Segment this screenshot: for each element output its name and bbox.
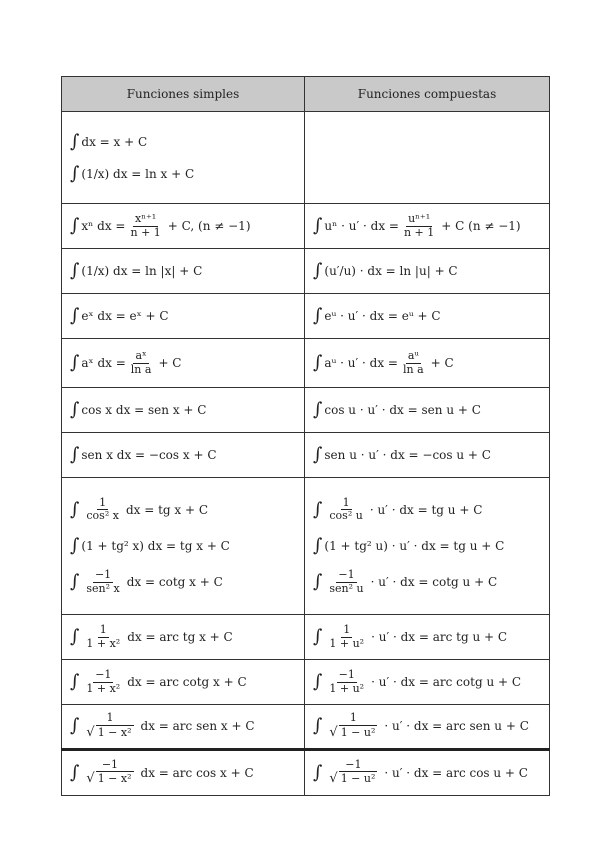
simple-cell bbox=[62, 433, 305, 478]
fraction-denominator: ln a bbox=[403, 362, 424, 376]
simple-cell bbox=[62, 705, 305, 750]
integral-sign: ∫ bbox=[70, 399, 80, 420]
formula bbox=[313, 497, 541, 523]
integral-sign: ∫ bbox=[70, 761, 80, 783]
formula-text: cos u · u′ · dx = sen u + C bbox=[324, 403, 481, 417]
fraction bbox=[84, 569, 121, 595]
formula bbox=[313, 401, 541, 419]
sqrt-radicand: 1 − u² bbox=[340, 772, 376, 786]
fraction bbox=[327, 569, 365, 595]
sqrt-radicand: 1 − x² bbox=[97, 772, 132, 786]
formula bbox=[313, 569, 541, 595]
table-row bbox=[62, 433, 550, 478]
integral-sign: ∫ bbox=[70, 305, 80, 326]
fraction bbox=[327, 669, 366, 695]
formula bbox=[70, 401, 296, 419]
fraction bbox=[327, 759, 379, 788]
integral-sign: ∫ bbox=[313, 715, 323, 737]
integral-sign: ∫ bbox=[70, 352, 80, 373]
simple-cell bbox=[62, 294, 305, 339]
fraction-numerator: 1 bbox=[106, 711, 114, 725]
fraction bbox=[327, 497, 364, 523]
integral-sign: ∫ bbox=[70, 260, 80, 281]
header-composite: Funciones compuestas bbox=[305, 77, 550, 112]
simple-cell bbox=[62, 249, 305, 294]
table-row bbox=[62, 478, 550, 615]
composite-cell bbox=[305, 615, 550, 660]
integral-sign: ∫ bbox=[313, 571, 323, 593]
formula bbox=[313, 712, 541, 741]
integral-sign: ∫ bbox=[313, 215, 323, 236]
formula bbox=[313, 446, 541, 464]
fraction-numerator: aˣ bbox=[135, 348, 147, 362]
fraction-denominator bbox=[327, 726, 379, 741]
formula-text: aᵘ · u′ · dx = bbox=[324, 356, 398, 370]
header-row bbox=[62, 77, 550, 112]
fraction-numerator: −1 bbox=[338, 568, 355, 581]
integral-sign: ∫ bbox=[70, 671, 80, 692]
table-row bbox=[62, 388, 550, 433]
fraction bbox=[84, 669, 122, 695]
fraction-numerator: −1 bbox=[338, 667, 355, 681]
fraction-numerator: −1 bbox=[101, 757, 119, 771]
formula bbox=[70, 350, 296, 376]
fraction-numerator: xⁿ⁺¹ bbox=[135, 211, 157, 225]
formula-text: (u′/u) · dx = ln |u| + C bbox=[324, 264, 458, 278]
fraction-denominator: cos² u bbox=[329, 509, 363, 523]
table-row bbox=[62, 112, 550, 204]
composite-cell bbox=[305, 339, 550, 388]
integral-sign: ∫ bbox=[70, 626, 80, 647]
sqrt-radicand: 1 − x² bbox=[97, 725, 132, 739]
formula bbox=[70, 624, 296, 650]
integral-sign: ∫ bbox=[313, 535, 323, 556]
simple-cell bbox=[62, 660, 305, 705]
composite-cell bbox=[305, 433, 550, 478]
formula-text: dx = arc cos x + C bbox=[140, 765, 254, 780]
integral-sign: ∫ bbox=[70, 162, 80, 184]
formula-text: + C bbox=[430, 356, 454, 370]
fraction-denominator: sen² x bbox=[86, 581, 120, 595]
formula-text: dx = arc sen x + C bbox=[140, 719, 255, 734]
sqrt-radicand: 1 − u² bbox=[340, 725, 376, 739]
formula-text: · u′ · dx = arc cotg u + C bbox=[371, 675, 522, 689]
formula bbox=[70, 497, 296, 523]
fraction-denominator: n + 1 bbox=[130, 225, 161, 239]
integral-sign: ∫ bbox=[70, 498, 80, 520]
formula-text: (1 + tg² x) dx = tg x + C bbox=[81, 539, 230, 553]
formula bbox=[313, 759, 541, 788]
simple-cell bbox=[62, 388, 305, 433]
fraction bbox=[84, 624, 122, 650]
formula bbox=[313, 624, 541, 650]
formula-text: eˣ dx = eˣ + C bbox=[81, 309, 169, 323]
formula-text: aˣ dx = bbox=[81, 356, 126, 370]
simple-cell bbox=[62, 204, 305, 249]
table-row bbox=[62, 615, 550, 660]
formula-text: + C (n ≠ −1) bbox=[441, 219, 521, 233]
fraction-denominator bbox=[84, 772, 135, 787]
formula-text: sen x dx = −cos x + C bbox=[81, 448, 217, 462]
table-row bbox=[62, 705, 550, 750]
formula-text: xⁿ dx = bbox=[81, 219, 126, 233]
fraction bbox=[327, 712, 379, 741]
fraction-numerator: 1 bbox=[342, 495, 350, 509]
composite-cell bbox=[305, 112, 550, 204]
integral-sign: ∫ bbox=[313, 352, 323, 373]
fraction-numerator: 1 bbox=[99, 622, 107, 636]
table-body bbox=[62, 112, 550, 796]
sqrt-sign: √ bbox=[329, 724, 338, 740]
integral-sign: ∫ bbox=[70, 715, 80, 737]
composite-cell bbox=[305, 660, 550, 705]
table-row bbox=[62, 204, 550, 249]
fraction-denominator: ln a bbox=[130, 362, 152, 376]
fraction bbox=[401, 350, 426, 376]
fraction-numerator: −1 bbox=[94, 568, 112, 581]
formula-text: · u′ · dx = arc cos u + C bbox=[384, 765, 528, 780]
fraction bbox=[84, 712, 135, 741]
simple-cell bbox=[62, 750, 305, 796]
formula bbox=[70, 213, 296, 239]
formula-text: · u′ · dx = cotg u + C bbox=[370, 575, 498, 590]
fraction-denominator bbox=[327, 772, 379, 787]
fraction bbox=[402, 213, 436, 239]
composite-cell bbox=[305, 249, 550, 294]
formula-text: dx = cotg x + C bbox=[126, 575, 223, 590]
fraction-denominator: 1 + u² bbox=[329, 681, 365, 695]
fraction-denominator: 1 + x² bbox=[86, 681, 121, 695]
fraction-numerator: −1 bbox=[345, 757, 362, 771]
integral-sign: ∫ bbox=[313, 498, 323, 520]
formula bbox=[313, 350, 541, 376]
formula bbox=[70, 669, 296, 695]
formula-text: dx = x + C bbox=[81, 134, 148, 149]
formula-text: + C bbox=[158, 356, 182, 370]
table-row bbox=[62, 339, 550, 388]
formula-text: dx = tg x + C bbox=[125, 502, 209, 517]
fraction-denominator: n + 1 bbox=[403, 225, 435, 239]
header-simple: Funciones simples bbox=[62, 77, 305, 112]
formula-text: sen u · u′ · dx = −cos u + C bbox=[324, 448, 491, 462]
fraction-numerator: 1 bbox=[349, 711, 357, 725]
fraction-numerator: uⁿ⁺¹ bbox=[408, 211, 431, 225]
integral-sign: ∫ bbox=[70, 571, 80, 593]
fraction-numerator: 1 bbox=[99, 495, 107, 509]
integral-sign: ∫ bbox=[70, 444, 80, 465]
formula-text: uⁿ · u′ · dx = bbox=[324, 219, 399, 233]
formula bbox=[70, 759, 296, 788]
fraction bbox=[129, 350, 154, 376]
formula bbox=[70, 262, 296, 280]
formula bbox=[313, 262, 541, 280]
simple-cell bbox=[62, 615, 305, 660]
formula bbox=[70, 446, 296, 464]
simple-cell bbox=[62, 478, 305, 615]
formula-text: · u′ · dx = tg u + C bbox=[369, 502, 483, 517]
fraction-denominator: sen² u bbox=[329, 581, 364, 595]
formula-text: (1/x) dx = ln |x| + C bbox=[81, 264, 203, 278]
composite-cell bbox=[305, 294, 550, 339]
formula bbox=[70, 712, 296, 741]
integral-sign: ∫ bbox=[313, 260, 323, 281]
table-row bbox=[62, 249, 550, 294]
simple-cell bbox=[62, 339, 305, 388]
fraction-numerator: −1 bbox=[95, 667, 112, 681]
table-row bbox=[62, 294, 550, 339]
integral-sign: ∫ bbox=[313, 626, 323, 647]
composite-cell bbox=[305, 204, 550, 249]
integral-sign: ∫ bbox=[70, 535, 80, 556]
formula bbox=[313, 307, 541, 325]
composite-cell bbox=[305, 478, 550, 615]
sqrt-sign: √ bbox=[86, 724, 95, 740]
integral-sign: ∫ bbox=[313, 761, 323, 783]
fraction-denominator: cos² x bbox=[86, 509, 119, 523]
integral-table bbox=[61, 76, 550, 796]
formula bbox=[313, 213, 541, 239]
formula-text: · u′ · dx = arc tg u + C bbox=[371, 630, 508, 644]
fraction bbox=[84, 497, 121, 523]
formula bbox=[70, 537, 296, 555]
formula-text: cos x dx = sen x + C bbox=[81, 403, 207, 417]
formula bbox=[70, 307, 296, 325]
formula bbox=[70, 162, 296, 184]
sqrt-sign: √ bbox=[86, 771, 95, 787]
formula-text: dx = arc cotg x + C bbox=[127, 675, 247, 689]
integral-sign: ∫ bbox=[313, 444, 323, 465]
fraction-numerator: aᵘ bbox=[407, 348, 419, 362]
formula bbox=[313, 537, 541, 555]
formula-text: eᵘ · u′ · dx = eᵘ + C bbox=[324, 309, 441, 323]
fraction-numerator: 1 bbox=[343, 622, 351, 636]
integral-sign: ∫ bbox=[313, 671, 323, 692]
formula-text: (1/x) dx = ln x + C bbox=[81, 166, 195, 181]
formula bbox=[70, 130, 296, 152]
formula-text: (1 + tg² u) · u′ · dx = tg u + C bbox=[324, 539, 505, 553]
integral-sign: ∫ bbox=[313, 305, 323, 326]
sqrt-sign: √ bbox=[329, 771, 338, 787]
integral-sign: ∫ bbox=[313, 399, 323, 420]
composite-cell bbox=[305, 705, 550, 750]
table-row bbox=[62, 750, 550, 796]
formula-text: dx = arc tg x + C bbox=[127, 630, 233, 644]
composite-cell bbox=[305, 388, 550, 433]
table-row bbox=[62, 660, 550, 705]
simple-cell bbox=[62, 112, 305, 204]
formula bbox=[70, 569, 296, 595]
fraction bbox=[84, 759, 135, 788]
fraction-denominator: 1 + x² bbox=[86, 636, 121, 650]
fraction-denominator bbox=[84, 726, 135, 741]
formula-text: · u′ · dx = arc sen u + C bbox=[384, 719, 529, 734]
formula-text: + C, (n ≠ −1) bbox=[167, 219, 251, 233]
formula bbox=[313, 669, 541, 695]
composite-cell bbox=[305, 750, 550, 796]
integral-sign: ∫ bbox=[70, 215, 80, 236]
fraction-denominator: 1 + u² bbox=[329, 636, 365, 650]
fraction bbox=[128, 213, 162, 239]
fraction bbox=[327, 624, 366, 650]
integral-sign: ∫ bbox=[70, 130, 80, 152]
